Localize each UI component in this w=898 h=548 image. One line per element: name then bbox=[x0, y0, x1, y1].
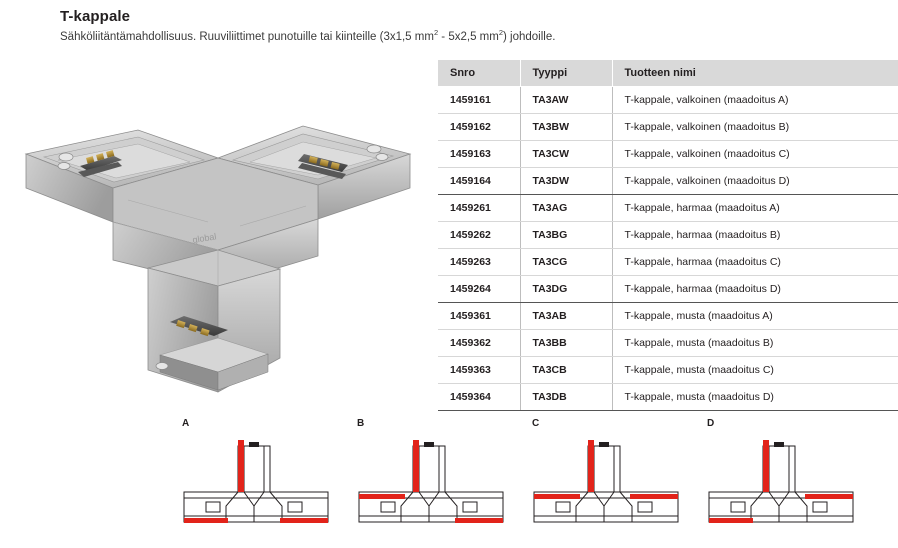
diagram-c-grounding-mark bbox=[534, 440, 678, 499]
cell-snro: 1459261 bbox=[438, 194, 520, 221]
cell-tuotteen-nimi: T-kappale, harmaa (maadoitus C) bbox=[612, 248, 898, 275]
cell-snro: 1459264 bbox=[438, 275, 520, 302]
diagram-c bbox=[520, 418, 695, 543]
column-header-tyyppi: Tyyppi bbox=[520, 60, 612, 86]
table-row[interactable] bbox=[438, 194, 898, 221]
grounding-diagrams bbox=[170, 418, 890, 543]
diagram-a-drawing bbox=[176, 432, 336, 542]
subtitle-text-1: Sähköliitäntämahdollisuus. Ruuviliittimet punotuille tai kiinteille (3x1,5 mm bbox=[60, 30, 434, 43]
diagram-b-drawing bbox=[351, 432, 511, 542]
cell-snro: 1459263 bbox=[438, 248, 520, 275]
table-row[interactable] bbox=[438, 86, 898, 113]
cell-tuotteen-nimi: T-kappale, harmaa (maadoitus D) bbox=[612, 275, 898, 302]
table-row[interactable] bbox=[438, 113, 898, 140]
diagram-d bbox=[695, 418, 870, 543]
cell-tuotteen-nimi: T-kappale, musta (maadoitus D) bbox=[612, 383, 898, 410]
product-logo-engraving: global bbox=[191, 231, 218, 245]
cell-tyyppi: TA3AW bbox=[520, 86, 612, 113]
cell-tuotteen-nimi: T-kappale, valkoinen (maadoitus B) bbox=[612, 113, 898, 140]
cell-tyyppi: TA3AG bbox=[520, 194, 612, 221]
cell-tyyppi: TA3BW bbox=[520, 113, 612, 140]
cell-tuotteen-nimi: T-kappale, musta (maadoitus A) bbox=[612, 302, 898, 329]
table-row[interactable] bbox=[438, 248, 898, 275]
page-subtitle bbox=[60, 28, 860, 43]
cell-tuotteen-nimi: T-kappale, harmaa (maadoitus A) bbox=[612, 194, 898, 221]
diagram-a bbox=[170, 418, 345, 543]
table-row[interactable] bbox=[438, 356, 898, 383]
cell-tyyppi: TA3CW bbox=[520, 140, 612, 167]
subtitle-superscript-1: 2 bbox=[433, 28, 439, 37]
cell-tuotteen-nimi: T-kappale, valkoinen (maadoitus D) bbox=[612, 167, 898, 194]
cell-tyyppi: TA3BB bbox=[520, 329, 612, 356]
subtitle-text-3: ) johdoille. bbox=[503, 30, 556, 43]
cell-tyyppi: TA3DW bbox=[520, 167, 612, 194]
diagram-b-label: B bbox=[357, 418, 365, 429]
table-head bbox=[438, 60, 898, 86]
cell-tuotteen-nimi: T-kappale, musta (maadoitus B) bbox=[612, 329, 898, 356]
cell-snro: 1459161 bbox=[438, 86, 520, 113]
cell-tuotteen-nimi: T-kappale, valkoinen (maadoitus C) bbox=[612, 140, 898, 167]
cell-snro: 1459364 bbox=[438, 383, 520, 410]
diagram-c-label: C bbox=[532, 418, 540, 429]
diagram-a-label: A bbox=[182, 418, 190, 429]
diagram-d-label: D bbox=[707, 418, 715, 429]
cell-snro: 1459164 bbox=[438, 167, 520, 194]
product-table bbox=[438, 60, 898, 411]
product-photo bbox=[18, 110, 418, 400]
cell-snro: 1459362 bbox=[438, 329, 520, 356]
table-row[interactable] bbox=[438, 383, 898, 410]
t-connector-illustration bbox=[18, 110, 418, 400]
table-row[interactable] bbox=[438, 302, 898, 329]
page-header bbox=[60, 8, 860, 43]
cell-snro: 1459361 bbox=[438, 302, 520, 329]
table-header-row bbox=[438, 60, 898, 86]
cell-tuotteen-nimi: T-kappale, valkoinen (maadoitus A) bbox=[612, 86, 898, 113]
table-row[interactable] bbox=[438, 221, 898, 248]
table-body bbox=[438, 86, 898, 410]
cell-tyyppi: TA3CG bbox=[520, 248, 612, 275]
table-row[interactable] bbox=[438, 167, 898, 194]
diagram-b bbox=[345, 418, 520, 543]
subtitle-superscript-2: 2 bbox=[498, 28, 503, 37]
cell-snro: 1459163 bbox=[438, 140, 520, 167]
column-header-snro: Snro bbox=[438, 60, 520, 86]
product-table-container bbox=[438, 60, 898, 411]
cell-tyyppi: TA3AB bbox=[520, 302, 612, 329]
cell-snro: 1459262 bbox=[438, 221, 520, 248]
diagram-d-drawing bbox=[701, 432, 861, 542]
cell-tyyppi: TA3DB bbox=[520, 383, 612, 410]
diagram-c-drawing bbox=[526, 432, 686, 542]
cell-tyyppi: TA3DG bbox=[520, 275, 612, 302]
page-title: T-kappale bbox=[60, 8, 131, 25]
cell-tuotteen-nimi: T-kappale, harmaa (maadoitus B) bbox=[612, 221, 898, 248]
cell-snro: 1459162 bbox=[438, 113, 520, 140]
cell-tyyppi: TA3CB bbox=[520, 356, 612, 383]
cell-snro: 1459363 bbox=[438, 356, 520, 383]
subtitle-text-2: - 5x2,5 mm bbox=[438, 30, 499, 43]
table-row[interactable] bbox=[438, 140, 898, 167]
column-header-tuotteen-nimi: Tuotteen nimi bbox=[612, 60, 898, 86]
table-row[interactable] bbox=[438, 329, 898, 356]
table-row[interactable] bbox=[438, 275, 898, 302]
cell-tuotteen-nimi: T-kappale, musta (maadoitus C) bbox=[612, 356, 898, 383]
cell-tyyppi: TA3BG bbox=[520, 221, 612, 248]
